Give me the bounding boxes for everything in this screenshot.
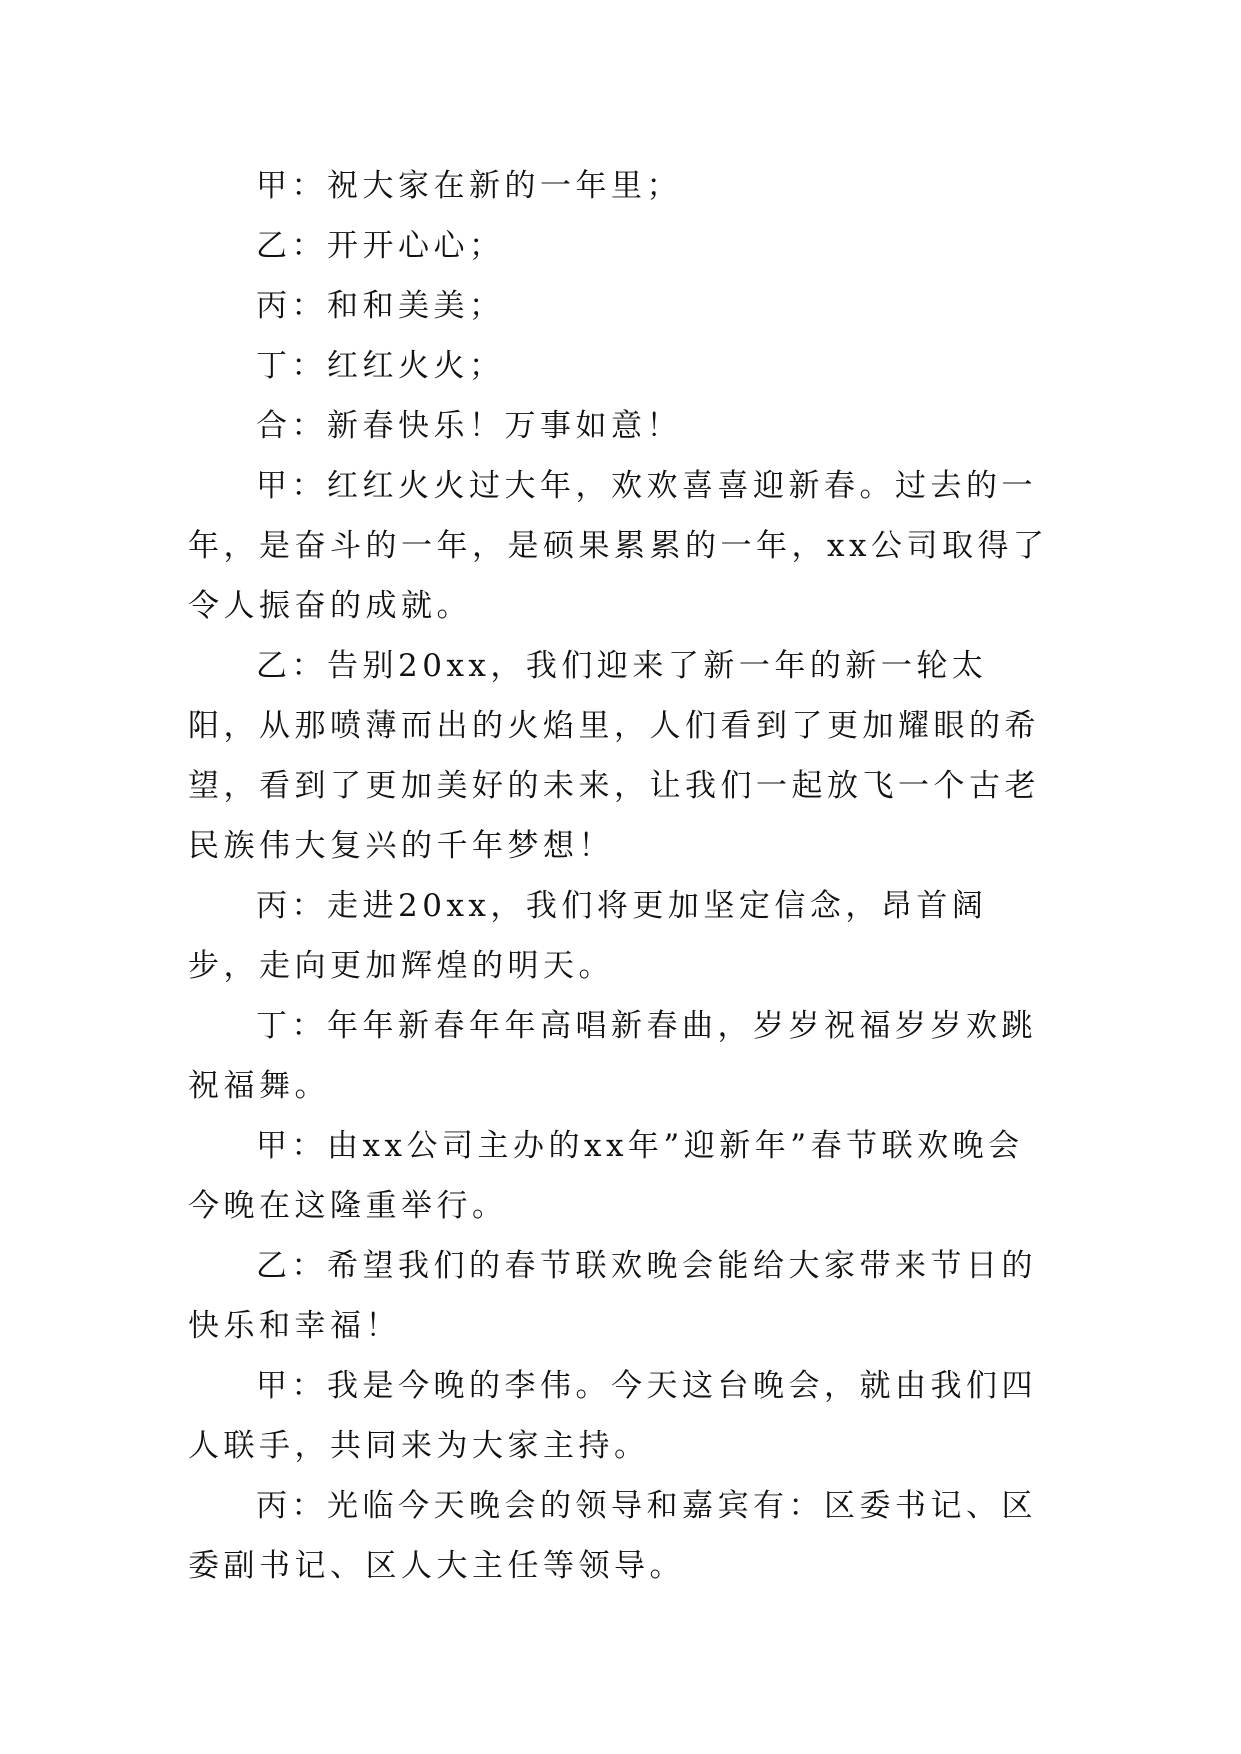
paragraph-9: 丁：年年新春年年高唱新春曲，岁岁祝福岁岁欢跳祝福舞。 — [188, 1008, 1037, 1104]
paragraph-13: 丙：光临今天晚会的领导和嘉宾有：区委书记、区委副书记、区人大主任等领导。 — [188, 1488, 1037, 1584]
paragraph-8: 丙：走进20xx，我们将更加坚定信念，昂首阔步，走向更加辉煌的明天。 — [188, 888, 988, 984]
paragraph-12: 甲：我是今晚的李伟。今天这台晚会，就由我们四人联手，共同来为大家主持。 — [188, 1368, 1037, 1464]
paragraph-10: 甲：由xx公司主办的xx年”迎新年”春节联欢晚会今晚在这隆重举行。 — [188, 1128, 1024, 1224]
paragraph-6: 甲：红红火火过大年，欢欢喜喜迎新春。过去的一年，是奋斗的一年，是硕果累累的一年，xx公司取得了令人振奋的成就。 — [188, 468, 1049, 624]
paragraph-5: 合：新春快乐！万事如意！ — [256, 408, 682, 444]
paragraph-4: 丁：红红火火； — [256, 348, 505, 384]
paragraph-7: 乙：告别20xx，我们迎来了新一年的新一轮太阳，从那喷薄而出的火焰里，人们看到了更加耀眼的希望，看到了更加美好的未来，让我们一起放飞一个古老民族伟大复兴的千年梦想！ — [188, 648, 1040, 864]
paragraph-3: 丙：和和美美； — [256, 288, 505, 324]
paragraph-11: 乙：希望我们的春节联欢晚会能给大家带来节日的快乐和幸福！ — [188, 1248, 1037, 1344]
paragraph-2: 乙：开开心心； — [256, 228, 505, 264]
document-body — [188, 156, 1058, 1596]
paragraph-1: 甲：祝大家在新的一年里； — [256, 168, 682, 204]
